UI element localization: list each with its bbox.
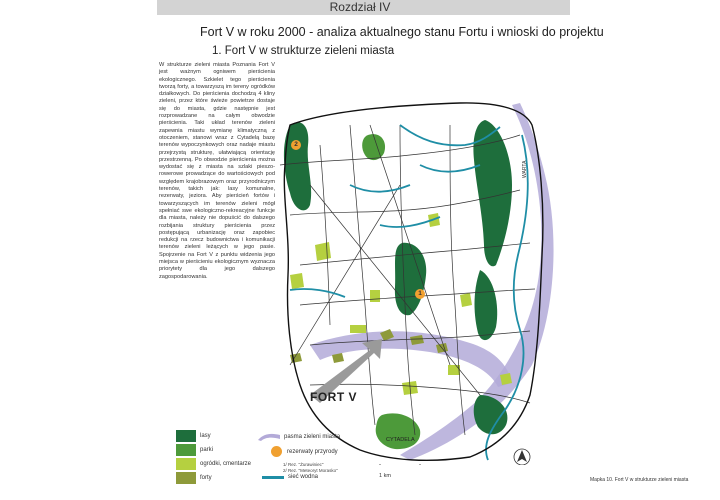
- park-swatch: [176, 444, 196, 456]
- legend-water-label: sieć wodna: [288, 474, 319, 480]
- reserve-note-2: 2/ Rez. "Meteoryt Morasko": [283, 467, 338, 473]
- legend-band-label: pasma zieleni miasta: [284, 433, 341, 440]
- chapter-title: Rozdział IV: [329, 0, 391, 14]
- page-title: Fort V w roku 2000 - analiza aktualnego stanu Fortu i wnioski do projektu: [200, 25, 604, 39]
- fort-v-label: FORT V: [310, 390, 357, 404]
- section-subtitle: 1. Fort V w strukturze zieleni miasta: [212, 45, 395, 57]
- legend-park: [176, 444, 213, 456]
- north-arrow-icon: [514, 449, 530, 465]
- legend-fort-label: forty: [200, 475, 212, 481]
- forest-swatch: [176, 430, 196, 442]
- legend-garden-label: ogródki, cmentarze: [200, 461, 252, 467]
- legend-band: [258, 432, 340, 441]
- scale-bar: [380, 464, 420, 465]
- garden-7: [448, 365, 460, 375]
- legend-garden: [176, 458, 251, 470]
- garden-2: [290, 273, 304, 289]
- park-north-centre: [362, 134, 385, 160]
- garden-5: [350, 325, 366, 333]
- green-structure-map: [250, 65, 570, 465]
- reserve-notes: [283, 462, 338, 474]
- band-icon: [258, 432, 280, 441]
- garden-swatch: [176, 458, 196, 470]
- garden-9: [500, 373, 512, 385]
- legend-reserve: [271, 446, 338, 457]
- body-paragraph: W strukturze zieleni miasta Poznania Fort V jest ważnym ogniwem pierścienia ekologicznego. Szkielet tego pierścienia tworzą forty, a towarzyszą im tereny ogródków działkowych. Do pierścienia dochodzą 4 kliny zieleni, przez które świeże powietrze dostaje się do miasta, gdzie następnie jest rozprowadzane na całym obwodzie pierścienia. Taki układ terenów zieleni zapewnia miastu wymianę klimatyczną z otoczeniem, stanowi wraz z Cytadelą bazę terenów wypoczynkowych oraz nadaje miastu przejrzystą strukturę, ułatwiającą orientację przestrzenną. Po obwodzie pierścienia można wydostać się z miasta na szlaki pieszo-rowerowe prowadzące do wartościowych pod względem krajobrazowym oraz przyrodniczym terenów, takich jak: lasy komunalne, rezerwaty, jeziora. Aby pierścień fortów i towarzyszących im terenów zieleni mógł spełniać swe ekologiczno-rekreacyjne funkcje dla miasta, należy nie dopuścić do dalszego rozbijania struktury pierścienia przez postępującą urbanizację oraz zapobiec redukcji na rzecz budownictwa i komunikacji terenów zieleni leżących w jego pasie. Spojrzenie na Fort V z punktu widzenia jego miejsca w pierścieniu ekologicznym wyznacza priorytety dla jego dalszego zagospodarowania.: [159, 62, 275, 280]
- garden-3: [370, 290, 380, 302]
- legend-forest-label: lasy: [200, 433, 211, 439]
- reserve-marker-2: 2: [291, 140, 301, 150]
- garden-8: [460, 293, 472, 307]
- scale-label: 1 km: [379, 473, 391, 479]
- legend-park-label: parki: [200, 447, 214, 453]
- fort-swatch: [176, 472, 196, 484]
- reserve-marker-1: 1: [415, 289, 425, 299]
- legend-forest: [176, 430, 211, 442]
- water-line-icon: [262, 476, 284, 479]
- map-canvas: [250, 65, 570, 465]
- map-caption: Mapka 10. Fort V w strukturze zieleni miasta: [590, 477, 689, 483]
- park-cytadela: [376, 413, 421, 449]
- legend-fort: [176, 472, 212, 484]
- legend-water: [262, 474, 318, 480]
- reserve-dot-icon: [271, 446, 282, 457]
- forest-east-lower: [475, 270, 498, 340]
- garden-1: [315, 242, 331, 261]
- cytadela-label: CYTADELA: [386, 437, 415, 443]
- river-label: WARTA: [522, 160, 528, 178]
- reserve-note-1: 1/ Rez. "Żurawiniec": [283, 462, 324, 467]
- legend-reserve-label: rezerwaty przyrody: [287, 448, 338, 455]
